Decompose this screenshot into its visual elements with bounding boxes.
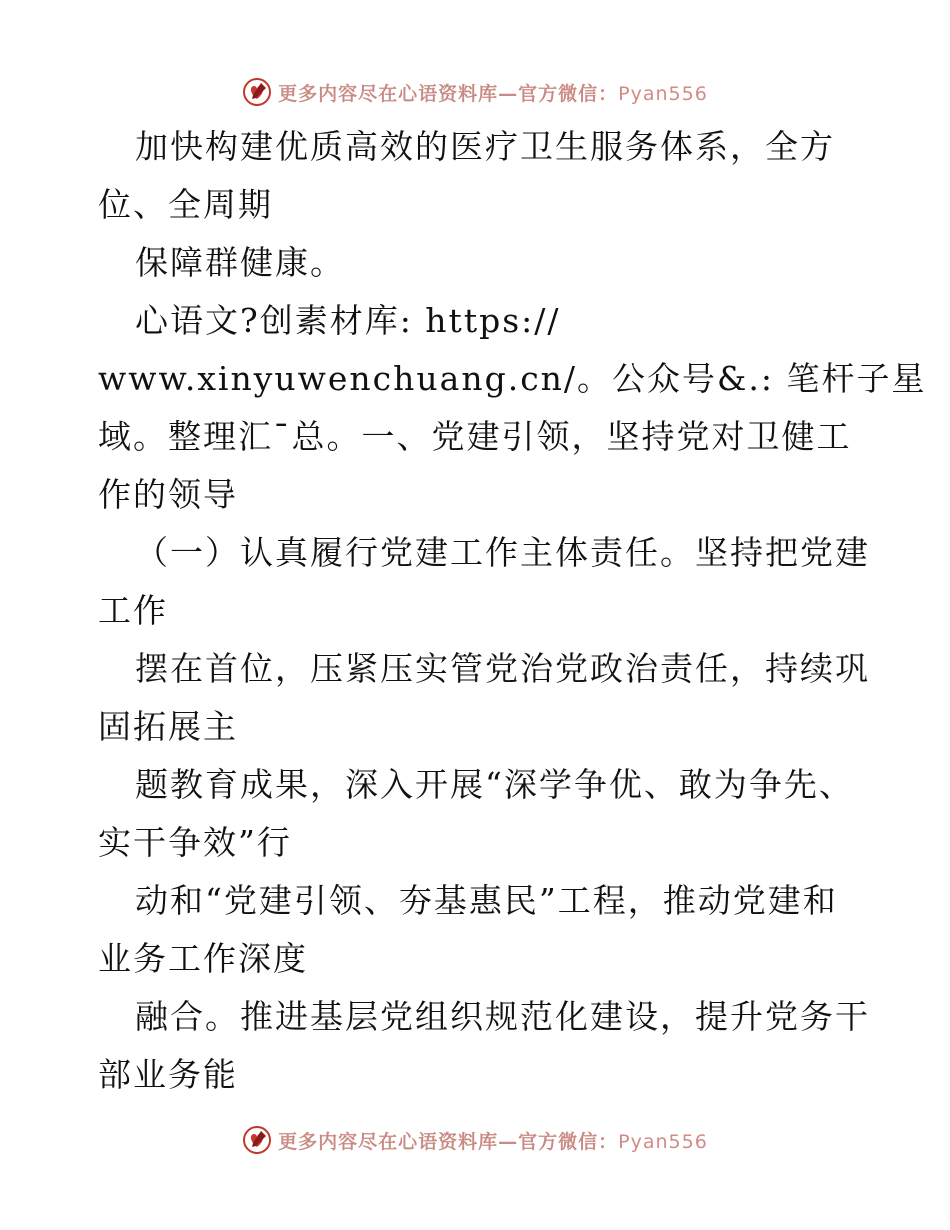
heart-pen-logo-icon bbox=[242, 77, 272, 107]
banner-text-cn: 更多内容尽在心语资料库—官方微信： bbox=[278, 82, 619, 105]
banner-text-en: Pyan556 bbox=[618, 82, 708, 105]
document-body bbox=[98, 118, 927, 1104]
text-line: 心语文?创素材库: https:// bbox=[135, 301, 561, 340]
text-line: 保障群健康。 bbox=[135, 243, 345, 282]
text-line: （一）认真履行党建工作主体责任。坚持把党建 bbox=[135, 533, 870, 572]
text-line: 域。整理汇¯总。一、党建引领，坚持党对卫健工 bbox=[98, 417, 852, 456]
text-line: 作的领导 bbox=[98, 475, 238, 514]
text-line: 动和“党建引领、夯基惠民”工程，推动党建和 bbox=[135, 881, 838, 920]
text-line: 业务工作深度 bbox=[98, 939, 308, 978]
banner-text-en: Pyan556 bbox=[618, 1130, 708, 1153]
footer-banner bbox=[0, 1120, 950, 1160]
banner-text-cn: 更多内容尽在心语资料库—官方微信： bbox=[278, 1130, 619, 1153]
text-line: 摆在首位，压紧压实管党治党政治责任，持续巩 bbox=[135, 649, 870, 688]
banner-text bbox=[278, 1127, 708, 1154]
header-banner bbox=[0, 72, 950, 112]
heart-pen-logo-icon bbox=[242, 1125, 272, 1155]
text-line: 题教育成果，深入开展“深学争优、敢为争先、 bbox=[135, 765, 854, 804]
text-line: 部业务能 bbox=[98, 1055, 238, 1094]
text-line: 实干争效”行 bbox=[98, 823, 292, 862]
text-line: 固拓展主 bbox=[98, 707, 238, 746]
text-line: 位、全周期 bbox=[98, 185, 273, 224]
text-line: 加快构建优质高效的医疗卫生服务体系，全方 bbox=[135, 127, 835, 166]
text-line: 融合。推进基层党组织规范化建设，提升党务干 bbox=[135, 997, 870, 1036]
text-line: 工作 bbox=[98, 591, 168, 630]
banner-text bbox=[278, 79, 708, 106]
text-line: www.xinyuwenchuang.cn/。公众号&.: 笔杆子星 bbox=[98, 359, 927, 398]
